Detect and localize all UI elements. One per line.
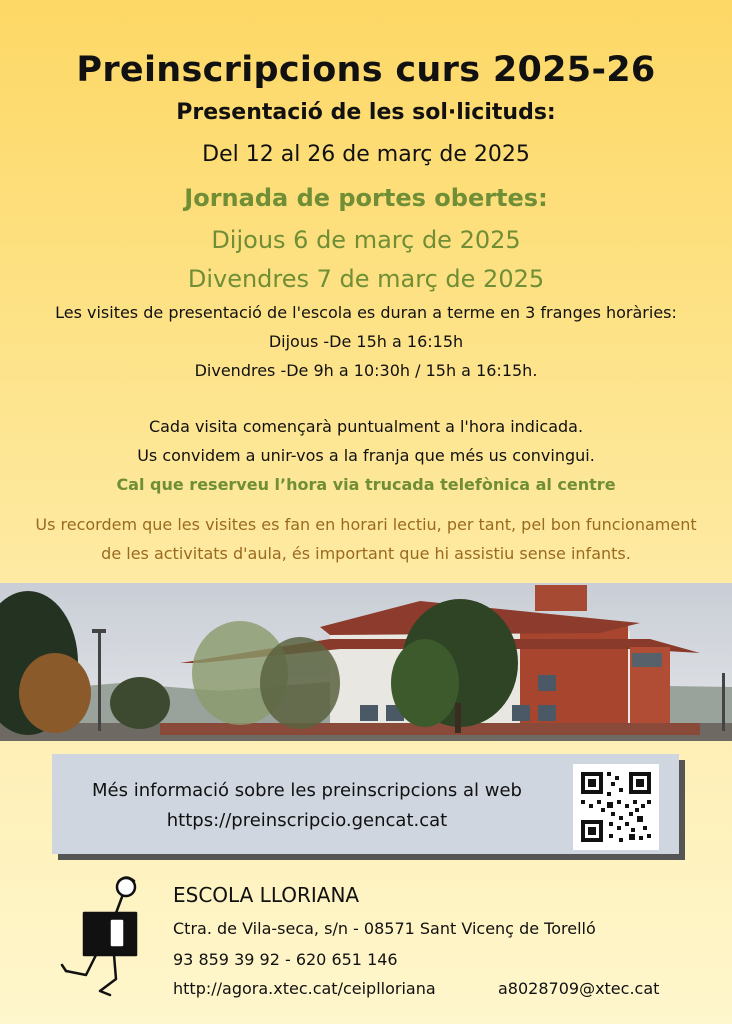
visits-punctual: Cada visita començarà puntualment a l'hora indicada. [148, 417, 584, 436]
school-photo [0, 583, 732, 741]
school-phones: 93 859 39 92 - 620 651 146 [173, 950, 398, 969]
open-day-thursday: Dijous 6 de març de 2025 [211, 226, 521, 254]
info-url-link[interactable]: https://preinscripcio.gencat.cat [166, 810, 448, 831]
subtitle: Presentació de les sol·licituds: [176, 100, 556, 125]
page-title: Preinscripcions curs 2025-26 [76, 50, 656, 90]
visits-friday: Divendres -De 9h a 10:30h / 15h a 16:15h. [194, 361, 538, 380]
reminder-line-1: Us recordem que les visites es fan en horari lectiu, per tant, pel bon funcionament [35, 515, 697, 534]
school-web-link[interactable]: http://agora.xtec.cat/ceiplloriana [173, 979, 436, 998]
school-name: ESCOLA LLORIANA [173, 883, 360, 907]
visits-invite: Us convidem a unir-vos a la franja que més us convingui. [137, 446, 595, 465]
visits-intro: Les visites de presentació de l'escola es duran a terme en 3 franges horàries: [55, 303, 677, 322]
reminder-line-2: de les activitats d'aula, és important que hi assistiu sense infants. [101, 544, 631, 563]
open-days-heading: Jornada de portes obertes: [184, 184, 548, 212]
school-email-link[interactable]: a8028709@xtec.cat [498, 979, 660, 998]
visits-thursday: Dijous -De 15h a 16:15h [268, 332, 464, 351]
info-line: Més informació sobre les preinscripcions al web [92, 780, 522, 801]
school-logo-icon [56, 875, 146, 1000]
school-address: Ctra. de Vila-seca, s/n - 08571 Sant Vicenç de Torelló [173, 919, 596, 938]
open-day-friday: Divendres 7 de març de 2025 [187, 265, 545, 293]
visits-reserve: Cal que reserveu l’hora via trucada telefònica al centre [116, 475, 616, 494]
application-dates: Del 12 al 26 de març de 2025 [202, 142, 530, 167]
qr-code-icon[interactable] [573, 764, 659, 850]
